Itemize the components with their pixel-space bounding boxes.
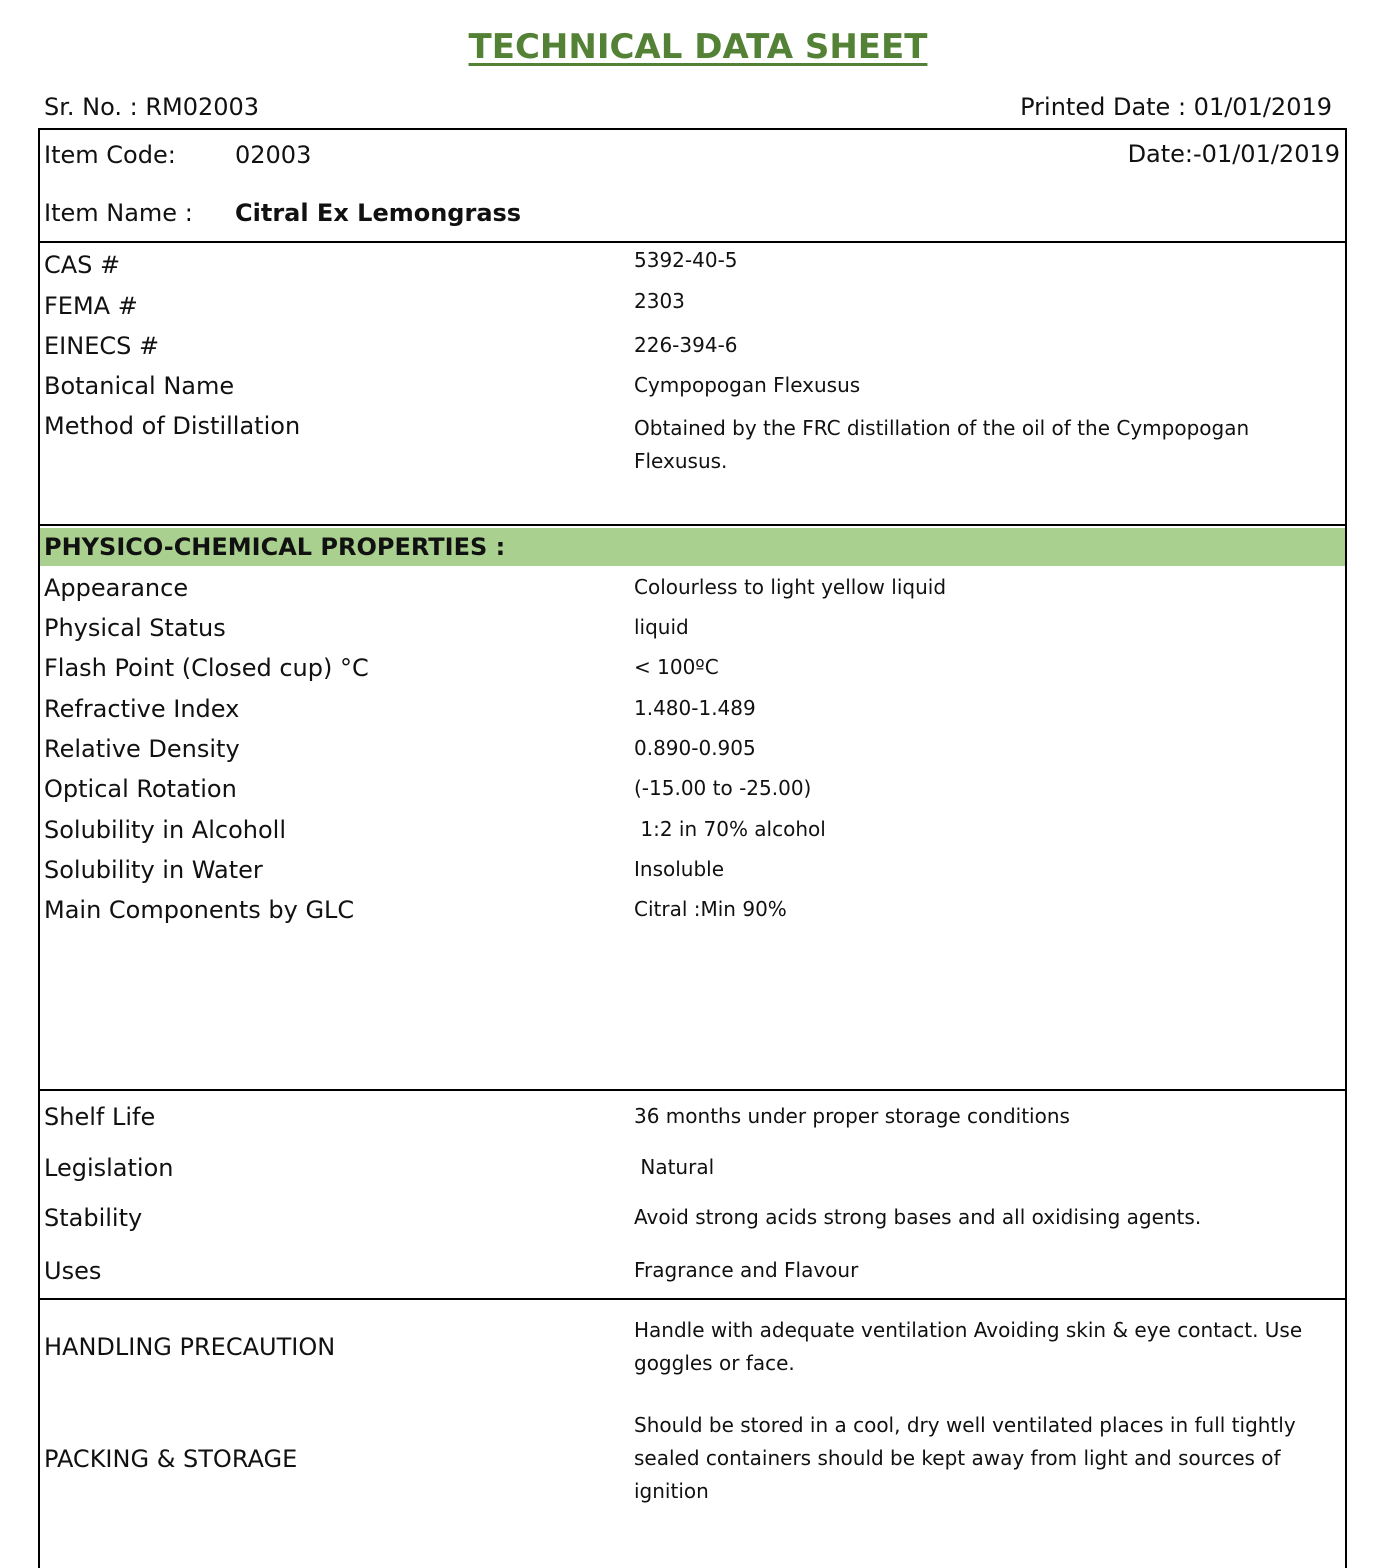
identity-label: EINECS # <box>44 332 160 360</box>
identity-value: 2303 <box>634 289 685 313</box>
property-value: liquid <box>634 615 689 639</box>
property-value: Colourless to light yellow liquid <box>634 575 947 599</box>
identity-label: Method of Distillation <box>44 412 301 440</box>
divider <box>38 241 1347 243</box>
general-value: Natural <box>634 1155 715 1179</box>
property-value: 1.480-1.489 <box>634 696 756 720</box>
property-label: Physical Status <box>44 614 226 642</box>
property-value: Citral :Min 90% <box>634 897 787 921</box>
property-label: Main Components by GLC <box>44 896 355 924</box>
property-value: Insoluble <box>634 857 725 881</box>
divider <box>38 1089 1347 1091</box>
identity-value: 5392-40-5 <box>634 248 738 272</box>
storage-label: PACKING & STORAGE <box>44 1445 298 1473</box>
property-value: 1:2 in 70% alcohol <box>634 817 826 841</box>
property-label: Solubility in Alcoholl <box>44 816 286 844</box>
item-code-value: 02003 <box>235 141 312 169</box>
identity-value: Obtained by the FRC distillation of the oil of the Cympopogan Flexusus. <box>634 416 1250 473</box>
general-label: Uses <box>44 1257 102 1285</box>
property-label: Relative Density <box>44 735 240 763</box>
divider <box>38 1298 1347 1300</box>
identity-label: Botanical Name <box>44 372 235 400</box>
property-value: 0.890-0.905 <box>634 736 756 760</box>
general-label: Stability <box>44 1204 143 1232</box>
general-value: Avoid strong acids strong bases and all oxidising agents. <box>634 1205 1202 1229</box>
general-label: Shelf Life <box>44 1103 156 1131</box>
item-code-label: Item Code: <box>44 141 176 169</box>
page-title-text: TECHNICAL DATA SHEET <box>468 27 928 67</box>
general-value: Fragrance and Flavour <box>634 1258 859 1282</box>
handling-label: HANDLING PRECAUTION <box>44 1333 336 1361</box>
item-date: Date:-01/01/2019 <box>1127 140 1340 168</box>
property-label: Appearance <box>44 574 189 602</box>
page-title <box>0 22 1396 72</box>
property-label: Refractive Index <box>44 695 240 723</box>
general-value: 36 months under proper storage conditions <box>634 1104 1070 1128</box>
storage-value: Should be stored in a cool, dry well ventilated places in full tightly sealed containers should be kept away from light and sources of ignition <box>634 1413 1296 1503</box>
section-heading: PHYSICO-CHEMICAL PROPERTIES : <box>44 533 506 561</box>
item-name-label: Item Name : <box>44 199 193 227</box>
identity-label: CAS # <box>44 251 121 279</box>
property-value: < 100ºC <box>634 655 719 679</box>
identity-value: Cympopogan Flexusus <box>634 373 861 397</box>
identity-value: 226-394-6 <box>634 333 738 357</box>
property-label: Solubility in Water <box>44 856 263 884</box>
divider <box>38 524 1347 526</box>
sr-number: Sr. No. : RM02003 <box>44 93 260 121</box>
item-name-value: Citral Ex Lemongrass <box>235 199 522 227</box>
printed-date: Printed Date : 01/01/2019 <box>1020 93 1332 121</box>
property-label: Flash Point (Closed cup) °C <box>44 654 369 682</box>
property-value: (-15.00 to -25.00) <box>634 776 812 800</box>
general-label: Legislation <box>44 1154 174 1182</box>
handling-value: Handle with adequate ventilation Avoiding skin & eye contact. Use goggles or face. <box>634 1318 1303 1375</box>
identity-label: FEMA # <box>44 292 138 320</box>
property-label: Optical Rotation <box>44 775 237 803</box>
